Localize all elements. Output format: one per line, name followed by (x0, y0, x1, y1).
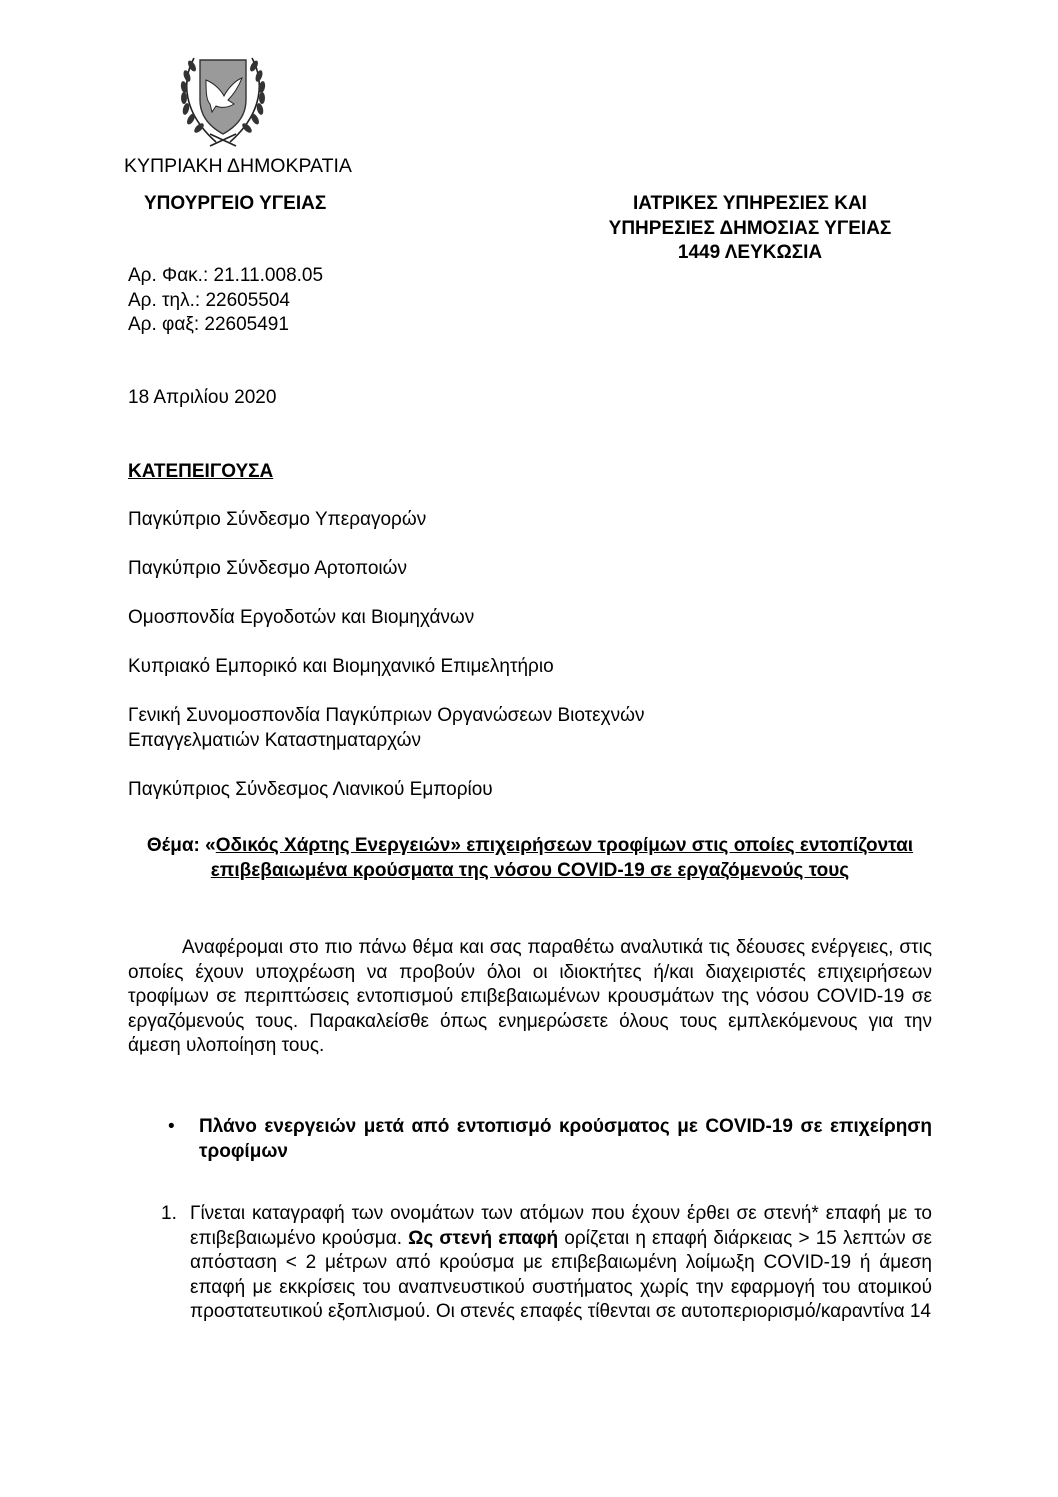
department-line-1: ΙΑΤΡΙΚΕΣ ΥΠΗΡΕΣΙΕΣ ΚΑΙ (633, 193, 867, 214)
recipient: Παγκύπριο Σύνδεσμο Υπεραγορών (128, 509, 427, 530)
recipients-list (128, 508, 928, 827)
ministry-name: ΥΠΟΥΡΓΕΙΟ ΥΓΕΙΑΣ (144, 193, 327, 214)
item-number: 1. (161, 1203, 177, 1224)
subject-line (128, 834, 932, 883)
reference-block (128, 264, 323, 338)
item-text-part-1: Γίνεται καταγραφή των ονομάτων των ατόμων που έχουν έρθει σε στενή* επαφή με το επιβεβαιωμένο κρούσμα. (190, 1203, 932, 1249)
coat-of-arms-emblem (172, 50, 274, 150)
numbered-item (128, 1202, 932, 1325)
department-line-2: ΥΠΗΡΕΣΙΕΣ ΔΗΜΟΣΙΑΣ ΥΓΕΙΑΣ (608, 217, 892, 239)
recipient: Κυπριακό Εμπορικό και Βιομηχανικό Επιμελητήριο (128, 656, 554, 677)
file-number: Αρ. Φακ.: 21.11.008.05 (128, 265, 324, 286)
phone-number: Αρ. τηλ.: 22605504 (128, 289, 290, 311)
bullet-marker: • (168, 1116, 175, 1137)
item-text-bold: Ως στενή επαφή (408, 1227, 559, 1249)
item-text (190, 1202, 932, 1325)
fax-number: Αρ. φαξ: 22605491 (128, 314, 289, 335)
department-address (560, 192, 940, 266)
intro-paragraph: Αναφέρομαι στο πιο πάνω θέμα και σας παραθέτω αναλυτικά τις δέουσες ενέργειες, στις οποίες έχουν υποχρέωση να προβούν όλοι οι ιδιοκτήτες ή/και διαχειριστές επιχειρήσεων τροφίμων σε περιπτώσεις εντοπισμού επιβεβαιωμένων κρουσμάτων της νόσου COVID-19 σε εργαζόμενούς τους. Παρακαλείσθε όπως ενημερώσετε όλους τους εμπλεκόμενους για την άμεση υλοποίηση τους. (128, 937, 932, 1056)
recipient: Ομοσπονδία Εργοδοτών και Βιομηχάνων (128, 607, 475, 628)
subject-title: Οδικός Χάρτης Ενεργειών» επιχειρήσεων τροφίμων στις οποίες εντοπίζονται επιβεβαιωμένα κρούσματα της νόσου COVID-19 σε εργαζόμενούς τους (210, 835, 914, 881)
bullet-heading (128, 1115, 932, 1164)
recipient: Παγκύπριος Σύνδεσμος Λιανικού Εμπορίου (128, 778, 493, 800)
urgent-label: ΚΑΤΕΠΕΙΓΟΥΣΑ (128, 461, 274, 482)
department-line-3: 1449 ΛΕΥΚΩΣΙΑ (677, 242, 823, 263)
recipient: Γενική Συνομοσπονδία Παγκύπριων Οργανώσεων Βιοτεχνών Επαγγελματιών Καταστηματαρχών (128, 705, 645, 751)
item-text-part-2: ορίζεται η επαφή διάρκειας > 15 λεπτών σε απόσταση < 2 μέτρων από κρούσμα με επιβεβαιωμένη λοίμωξη COVID-19 ή άμεση επαφή με εκκρίσεις του αναπνευστικού συστήματος χωρίς την εφαρμογή του ατομικού προστατευτικού εξοπλισμού. Οι στενές επαφές τίθενται σε αυτοπεριορισμό/καραντίνα 14 (190, 1227, 932, 1322)
subject-prefix: Θέμα: « (146, 835, 216, 856)
bullet-heading-text: Πλάνο ενεργειών μετά από εντοπισμό κρούσματος με COVID-19 σε επιχείρηση τροφίμων (199, 1116, 932, 1162)
country-name: ΚΥΠΡΙΑΚΗ ΔΗΜΟΚΡΑΤΙΑ (124, 155, 352, 177)
letter-date: 18 Απριλίου 2020 (128, 387, 277, 408)
recipient: Παγκύπριο Σύνδεσμο Αρτοποιών (128, 558, 407, 579)
